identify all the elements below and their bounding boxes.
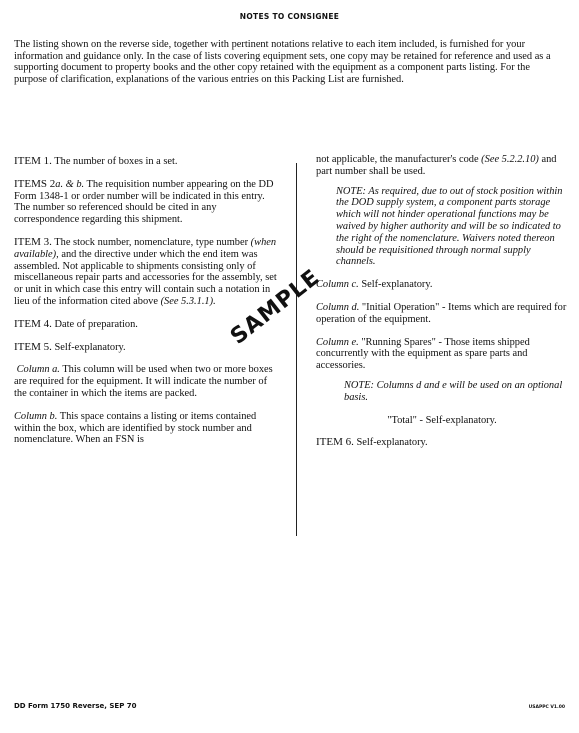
printer-code: USAPPC V1.00 <box>528 705 565 710</box>
item-2-text: The requisition number appearing on the DD Form 1348-1 or order number will be indicated in this entry. The number so referenced should be cited in any correspondence regarding this shipment. <box>14 178 274 226</box>
continuation-ref: (See 5.2.2.10) <box>481 154 539 165</box>
item-2-label: ITEMS 2 <box>14 177 56 190</box>
item-5-label: ITEM 5. <box>14 340 52 353</box>
column-d-label: Column d. <box>316 301 360 313</box>
intro-text: The listing shown on the reverse side, together with pertinent notations relative to each item included, is furnished for your information and guidance only. In the case of lists covering equipment sets, one copy may be retained for reference and used as a supporting document to property books and the other copy retained with the equipment as a component parts listing. For the purpose of clarification, explanations of the various entries on this Packing List are furnished. <box>14 39 551 85</box>
column-b-text: This space contains a listing or items contained within the box, which are identified by stock number and nomenclature. When an FSN is <box>14 410 257 446</box>
column-e-text: "Running Spares" - Those items shipped concurrently with the equipment as spare parts and accessories. <box>316 336 530 372</box>
total-entry <box>316 415 568 427</box>
column-b-entry <box>14 411 282 446</box>
item-3-text-b: and the directive under which the end item was assembled. Not applicable to shipments consisting only of miscellaneous repair parts and accessories for the assembly, set or unit in which case this entry will contain such a notation in lieu of the information cited above <box>14 248 277 307</box>
item-5-text: Self-explanatory. <box>51 341 126 353</box>
total-text: "Total" - Self-explanatory. <box>387 414 497 426</box>
item-3-text-a: The stock number, nomenclature, type number <box>51 236 251 248</box>
column-a-label: Column a. <box>16 364 60 376</box>
column-c-label: Column c. <box>316 279 359 291</box>
item-6-text: Self-explanatory. <box>353 437 428 449</box>
form-number: DD Form 1750 Reverse, SEP 70 <box>14 702 137 710</box>
column-b-label: Column b. <box>14 410 58 422</box>
item-3-when: (when available), <box>14 236 277 260</box>
supply-note <box>336 186 568 269</box>
item-2 <box>14 179 282 226</box>
column-a-text: This column will be used when two or more boxes are required for the equipment. It will indicate the number of the container in which the items are packed. <box>14 364 273 399</box>
column-b-continuation <box>316 154 568 178</box>
column-e-label: Column e. <box>316 336 359 348</box>
item-6 <box>316 437 568 449</box>
item-1 <box>14 156 282 168</box>
item-4-label: ITEM 4. <box>14 317 52 330</box>
column-d-entry <box>316 302 568 326</box>
column-a-entry <box>14 364 282 399</box>
continuation-text-a: not applicable, the manufacturer's code <box>316 154 482 165</box>
column-d-text: "Initial Operation" - Items which are required for operation of the equipment. <box>316 301 567 325</box>
column-divider <box>296 163 297 536</box>
sample-stamp: SAMPLE <box>226 264 325 350</box>
column-e-entry <box>316 337 568 372</box>
item-1-label: ITEM 1. <box>14 155 52 167</box>
supply-note-text: NOTE: As required, due to out of stock position within the DOD supply system, a component parts storage which will not hinder operational functions may be waived by higher authority and will be so indicated to the right of the nomenclature. Waivers noted thereon should be requisitioned through normal supply channels. <box>336 185 563 268</box>
item-3-label: ITEM 3. <box>14 235 52 248</box>
optional-columns-note-text: NOTE: Columns d and e will be used on an optional basis. <box>344 379 563 403</box>
item-6-label: ITEM 6. <box>316 436 354 449</box>
page-title: NOTES TO CONSIGNEE <box>239 12 340 21</box>
column-c-text: Self-explanatory. <box>358 279 433 291</box>
continuation-text-b: and part number shall be used. <box>316 154 557 177</box>
item-4-text: Date of preparation. <box>51 318 138 330</box>
right-column <box>316 154 568 449</box>
item-3-ref: (See 5.3.1.1). <box>160 295 216 307</box>
intro-paragraph <box>14 39 564 85</box>
item-1-text: The number of boxes in a set. <box>51 156 178 167</box>
left-column <box>14 156 282 446</box>
item-3 <box>14 237 282 308</box>
optional-columns-note <box>344 380 568 404</box>
item-2-sub: a. & b. <box>55 178 85 190</box>
column-c-entry <box>316 279 568 291</box>
